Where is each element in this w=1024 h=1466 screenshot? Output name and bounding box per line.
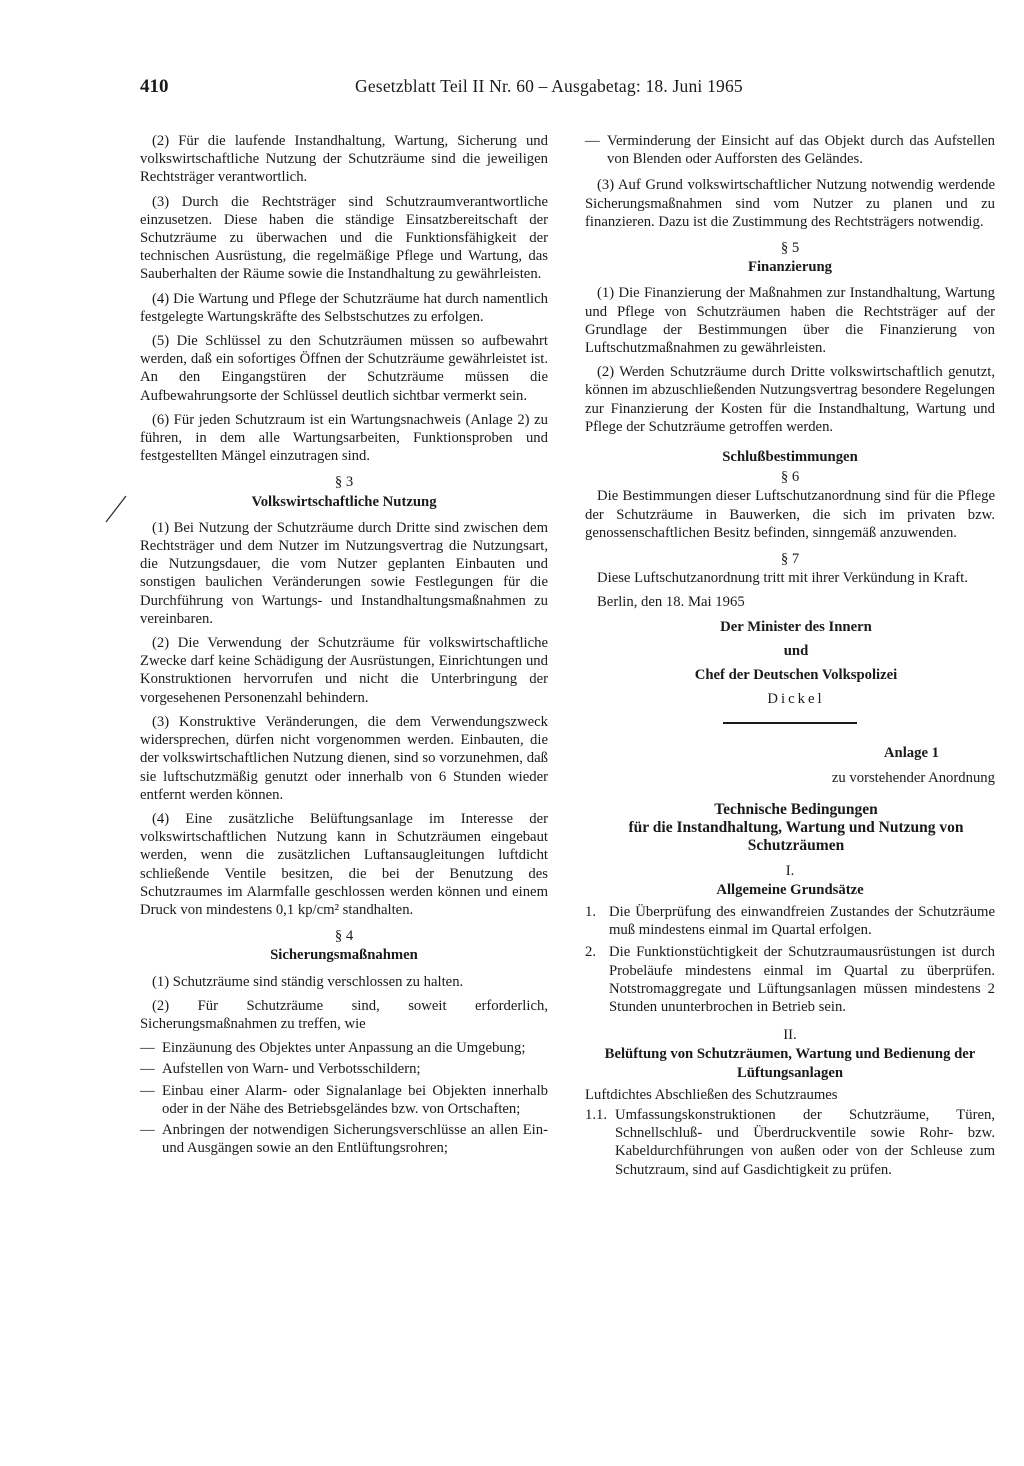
section-number: § 4	[334, 928, 354, 945]
page-header	[140, 76, 1000, 100]
signatory-name: Dickel	[767, 691, 825, 708]
paragraph: (2) Werden Schutzräume durch Dritte volkswirtschaftlich genutzt, können im abzuschließenden Nutzungsvertrag besondere Regelungen zur Finanzierung der Kosten für die Instandhaltung, Wartung und Pflege der Schutzräume getroffen werden.	[585, 364, 995, 435]
paragraph: (3) Konstruktive Veränderungen, die dem Verwendungszweck widersprechen, dürfen nicht vorgenommen werden. Einbauten, die der volkswirtschaftlichen Nutzung dienen, sind so vorzunehmen, daß sie luftschutzmäßig genutzt oder innerhalb von 6 Stunden wieder entfernt werden können.	[140, 713, 548, 803]
section-number: § 6	[780, 469, 800, 486]
numbered-item	[585, 1106, 995, 1179]
paragraph: (2) Für die laufende Instandhaltung, Wartung, Sicherung und volkswirtschaftliche Nutzung der Schutzräume sind die jeweiligen Rechtsträger verantwortlich.	[140, 133, 548, 186]
annex-label: Anlage 1	[883, 745, 939, 762]
paragraph: (6) Für jeden Schutzraum ist ein Wartungsnachweis (Anlage 2) zu führen, in dem alle Wartungsarbeiten, Funktionsproben und festgestellten Mängel einzutragen sind.	[140, 411, 548, 465]
section-title: Allgemeine Grundsätze	[716, 881, 864, 898]
list-item: — Einbau einer Alarm- oder Signalanlage bei Objekten innerhalb oder in der Nähe des Betriebsgeländes bzw. von Ortschaften;	[140, 1082, 548, 1118]
paragraph: (1) Schutzräume sind ständig verschlossen zu halten.	[152, 973, 464, 990]
section-title: Belüftung von Schutzräumen, Wartung und Bedienung der Lüftungsanlagen	[604, 1046, 976, 1081]
paragraph: (2) Für Schutzräume sind, soweit erforderlich, Sicherungsmaßnahmen zu treffen, wie	[140, 997, 548, 1032]
paragraph: (2) Die Verwendung der Schutzräume für volkswirtschaftliche Zwecke darf keine Schädigung der Ausrüstungen, Einrichtungen und Konstruktionen hervorrufen und nicht die Unterbringung der vorgesehenen Personenzahl behindern.	[140, 635, 548, 706]
annex-title: Technische Bedingungen	[714, 800, 878, 818]
section-number: § 7	[780, 551, 800, 568]
left-column	[140, 132, 548, 1160]
paragraph: (1) Bei Nutzung der Schutzräume durch Dritte sind zwischen dem Rechtsträger und dem Nutzer im Nutzungsvertrag die Nutzungsart, die Nutzungsdauer, die vom Nutzer geplanten Einbauten und sonstigen baulichen Veränderungen sowie Festlegungen für die Durchführung von Wartungs- und Instandhaltungsmaßnahmen zu vereinbaren.	[140, 519, 548, 627]
annex-title: für die Instandhaltung, Wartung und Nutzung von	[628, 819, 964, 837]
section-number: I.	[785, 862, 795, 879]
item-number: 1.1.	[585, 1106, 608, 1123]
paragraph: (3) Auf Grund volkswirtschaftlicher Nutzung notwendig werdende Sicherungsmaßnahmen sind vom Nutzer zu planen und zu finanzieren. Dazu ist die Zustimmung des Rechtsträgers notwendig.	[585, 177, 995, 230]
section-title: Volkswirtschaftliche Nutzung	[251, 493, 437, 510]
section-number: § 5	[780, 240, 800, 257]
subheading: Luftdichtes Abschließen des Schutzraumes	[585, 1086, 838, 1103]
list-item: — Aufstellen von Warn- und Verbotsschildern;	[140, 1060, 548, 1078]
signature-line: Chef der Deutschen Volkspolizei	[694, 667, 898, 684]
list-item: — Verminderung der Einsicht auf das Objekt durch das Aufstellen von Blenden oder Aufforsten des Geländes.	[585, 132, 995, 168]
annex-subtitle: zu vorstehender Anordnung	[831, 769, 995, 786]
list-item: — Anbringen der notwendigen Sicherungsverschlüsse an allen Ein- und Ausgängen sowie an den Entlüftungsrohren;	[140, 1121, 548, 1157]
item-text: Die Überprüfung des einwandfreien Zustandes der Schutzräume muß mindestens einmal im Quartal erfolgen.	[609, 903, 995, 939]
item-text: Umfassungskonstruktionen der Schutzräume, Türen, Schnellschluß- und Überdruckventile sowie Rohr- bzw. Kabeldurchführungen von außen oder von der Schleuse zum Schutzraum, sind auf Gasdichtigkeit zu prüfen.	[615, 1106, 995, 1178]
numbered-item	[585, 903, 995, 939]
item-text: Die Funktionstüchtigkeit der Schutzraumausrüstungen ist durch Probeläufe mindestens einmal im Quartal zu überprüfen. Notstromaggregate und Lüftungsanlagen müssen mindestens 2 Stunden ununterbrochen in Betrieb sein.	[609, 944, 995, 1015]
paragraph: (5) Die Schlüssel zu den Schutzräumen müssen so aufbewahrt werden, daß ein sofortiges Öffnen der Schutzräume gewährleistet ist. An den Eingangstüren der Schutzräume müssen die Aufbewahrungsorte der Schlüssel deutlich sichtbar vermerkt sein.	[140, 333, 548, 404]
page-number: 410	[140, 76, 169, 97]
list-item: — Einzäunung des Objektes unter Anpassung an die Umgebung;	[140, 1039, 548, 1057]
paragraph: (3) Durch die Rechtsträger sind Schutzraumverantwortliche einzusetzen. Diese haben die ständige Einsatzbereitschaft der Schutzräume zu überwachen und die Funktionsfähigkeit der technischen Ausrüstung, die regelmäßige Pflege und Wartung, das Sauberhalten der Räume sowie die Instandhaltung zu gewährleisten.	[140, 193, 548, 283]
gazette-title: Gesetzblatt Teil II Nr. 60 – Ausgabetag: 18. Juni 1965	[355, 76, 743, 96]
signature-line: und	[783, 642, 809, 659]
right-column	[585, 132, 995, 1183]
paragraph: (4) Eine zusätzliche Belüftungsanlage im Interesse der volkswirtschaftlichen Nutzung kann in Schutzräumen eingebaut werden, wenn die zusätzlichen Luftansaugleitungen luftdicht schließende Ventile besitzen, die bei der Benutzung des Schutzraumes im Alarmfalle geschlossen werden können und einem Druck von mindestens 0,1 kp/cm² standhalten.	[140, 810, 548, 918]
place-date: Berlin, den 18. Mai 1965	[597, 594, 745, 611]
section-number: § 3	[334, 474, 354, 491]
paragraph: Diese Luftschutzanordnung tritt mit ihrer Verkündung in Kraft.	[597, 570, 968, 587]
annex-title: Schutzräumen	[747, 837, 845, 855]
item-number: 2.	[585, 944, 597, 961]
item-number: 1.	[585, 903, 597, 920]
paragraph: (4) Die Wartung und Pflege der Schutzräume hat durch namentlich festgelegte Wartungskräfte des Selbstschutzes zu erfolgen.	[140, 290, 548, 325]
section-title: Schlußbestimmungen	[722, 449, 858, 466]
section-title: Finanzierung	[747, 259, 833, 276]
divider	[723, 722, 857, 724]
signature-line: Der Minister des Innern	[720, 618, 872, 635]
section-number: II.	[783, 1027, 797, 1044]
paragraph: (1) Die Finanzierung der Maßnahmen zur Instandhaltung, Wartung und Pflege von Schutzräumen haben die Rechtsträger auf der Grundlage der Bestimmungen über die Finanzierung von Luftschutzmaßnahmen zu gewährleisten.	[585, 285, 995, 357]
section-title: Sicherungsmaßnahmen	[270, 947, 418, 964]
numbered-item	[585, 943, 995, 1016]
paragraph: Die Bestimmungen dieser Luftschutzanordnung sind für die Pflege der Schutzräume in Bauwerken, die sich im privaten bzw. genossenschaftlichen Besitz befinden, sinngemäß anzuwenden.	[585, 488, 995, 541]
margin-pen-mark	[104, 494, 128, 524]
